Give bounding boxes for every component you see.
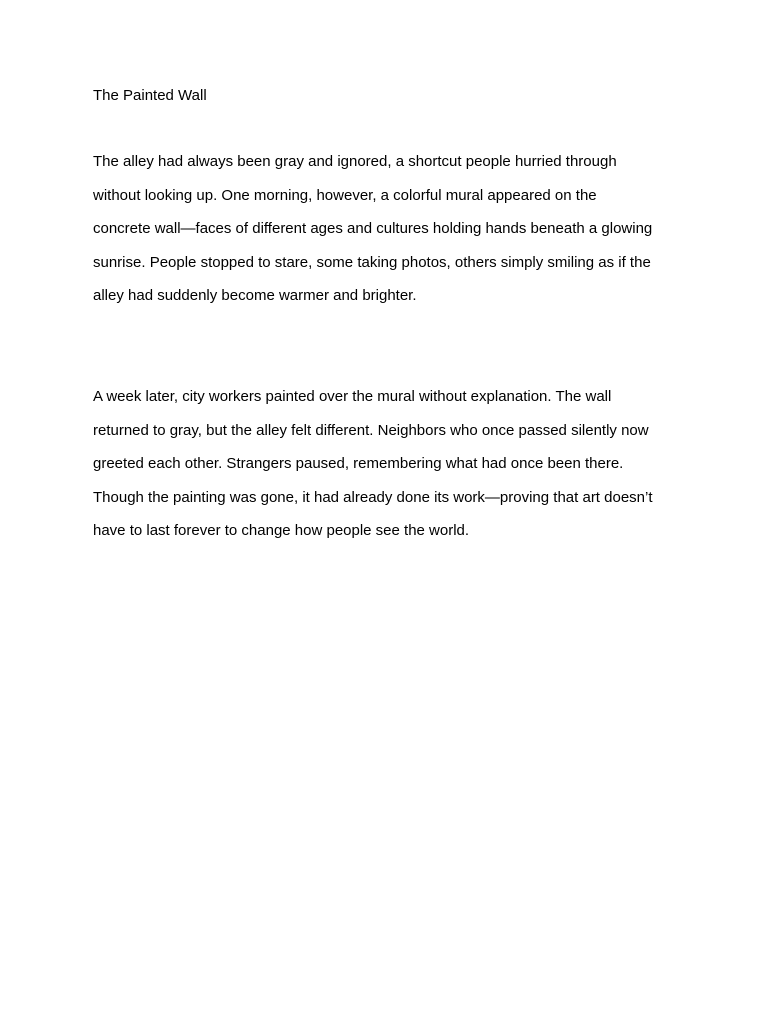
paragraph-line: returned to gray, but the alley felt different. Neighbors who once passed silently now bbox=[93, 421, 649, 439]
document-title: The Painted Wall bbox=[93, 87, 207, 104]
paragraph-2 bbox=[93, 388, 693, 556]
paragraph-line: alley had suddenly become warmer and brighter. bbox=[93, 287, 417, 304]
paragraph-line: The alley had always been gray and ignored, a shortcut people hurried through bbox=[93, 153, 617, 170]
paragraph-line: Though the painting was gone, it had already done its work—proving that art doesn’t bbox=[93, 488, 653, 506]
paragraph-line: sunrise. People stopped to stare, some taking photos, others simply smiling as if the bbox=[93, 253, 651, 271]
paragraph-1 bbox=[93, 153, 693, 321]
paragraph-line: A week later, city workers painted over the mural without explanation. The wall bbox=[93, 388, 612, 405]
paragraph-line: have to last forever to change how people see the world. bbox=[93, 522, 470, 539]
paragraph-line: greeted each other. Strangers paused, remembering what had once been there. bbox=[93, 455, 624, 472]
paragraph-line: concrete wall—faces of different ages and cultures holding hands beneath a glowing bbox=[93, 220, 653, 237]
paragraph-line: without looking up. One morning, however, a colorful mural appeared on the bbox=[93, 186, 597, 204]
